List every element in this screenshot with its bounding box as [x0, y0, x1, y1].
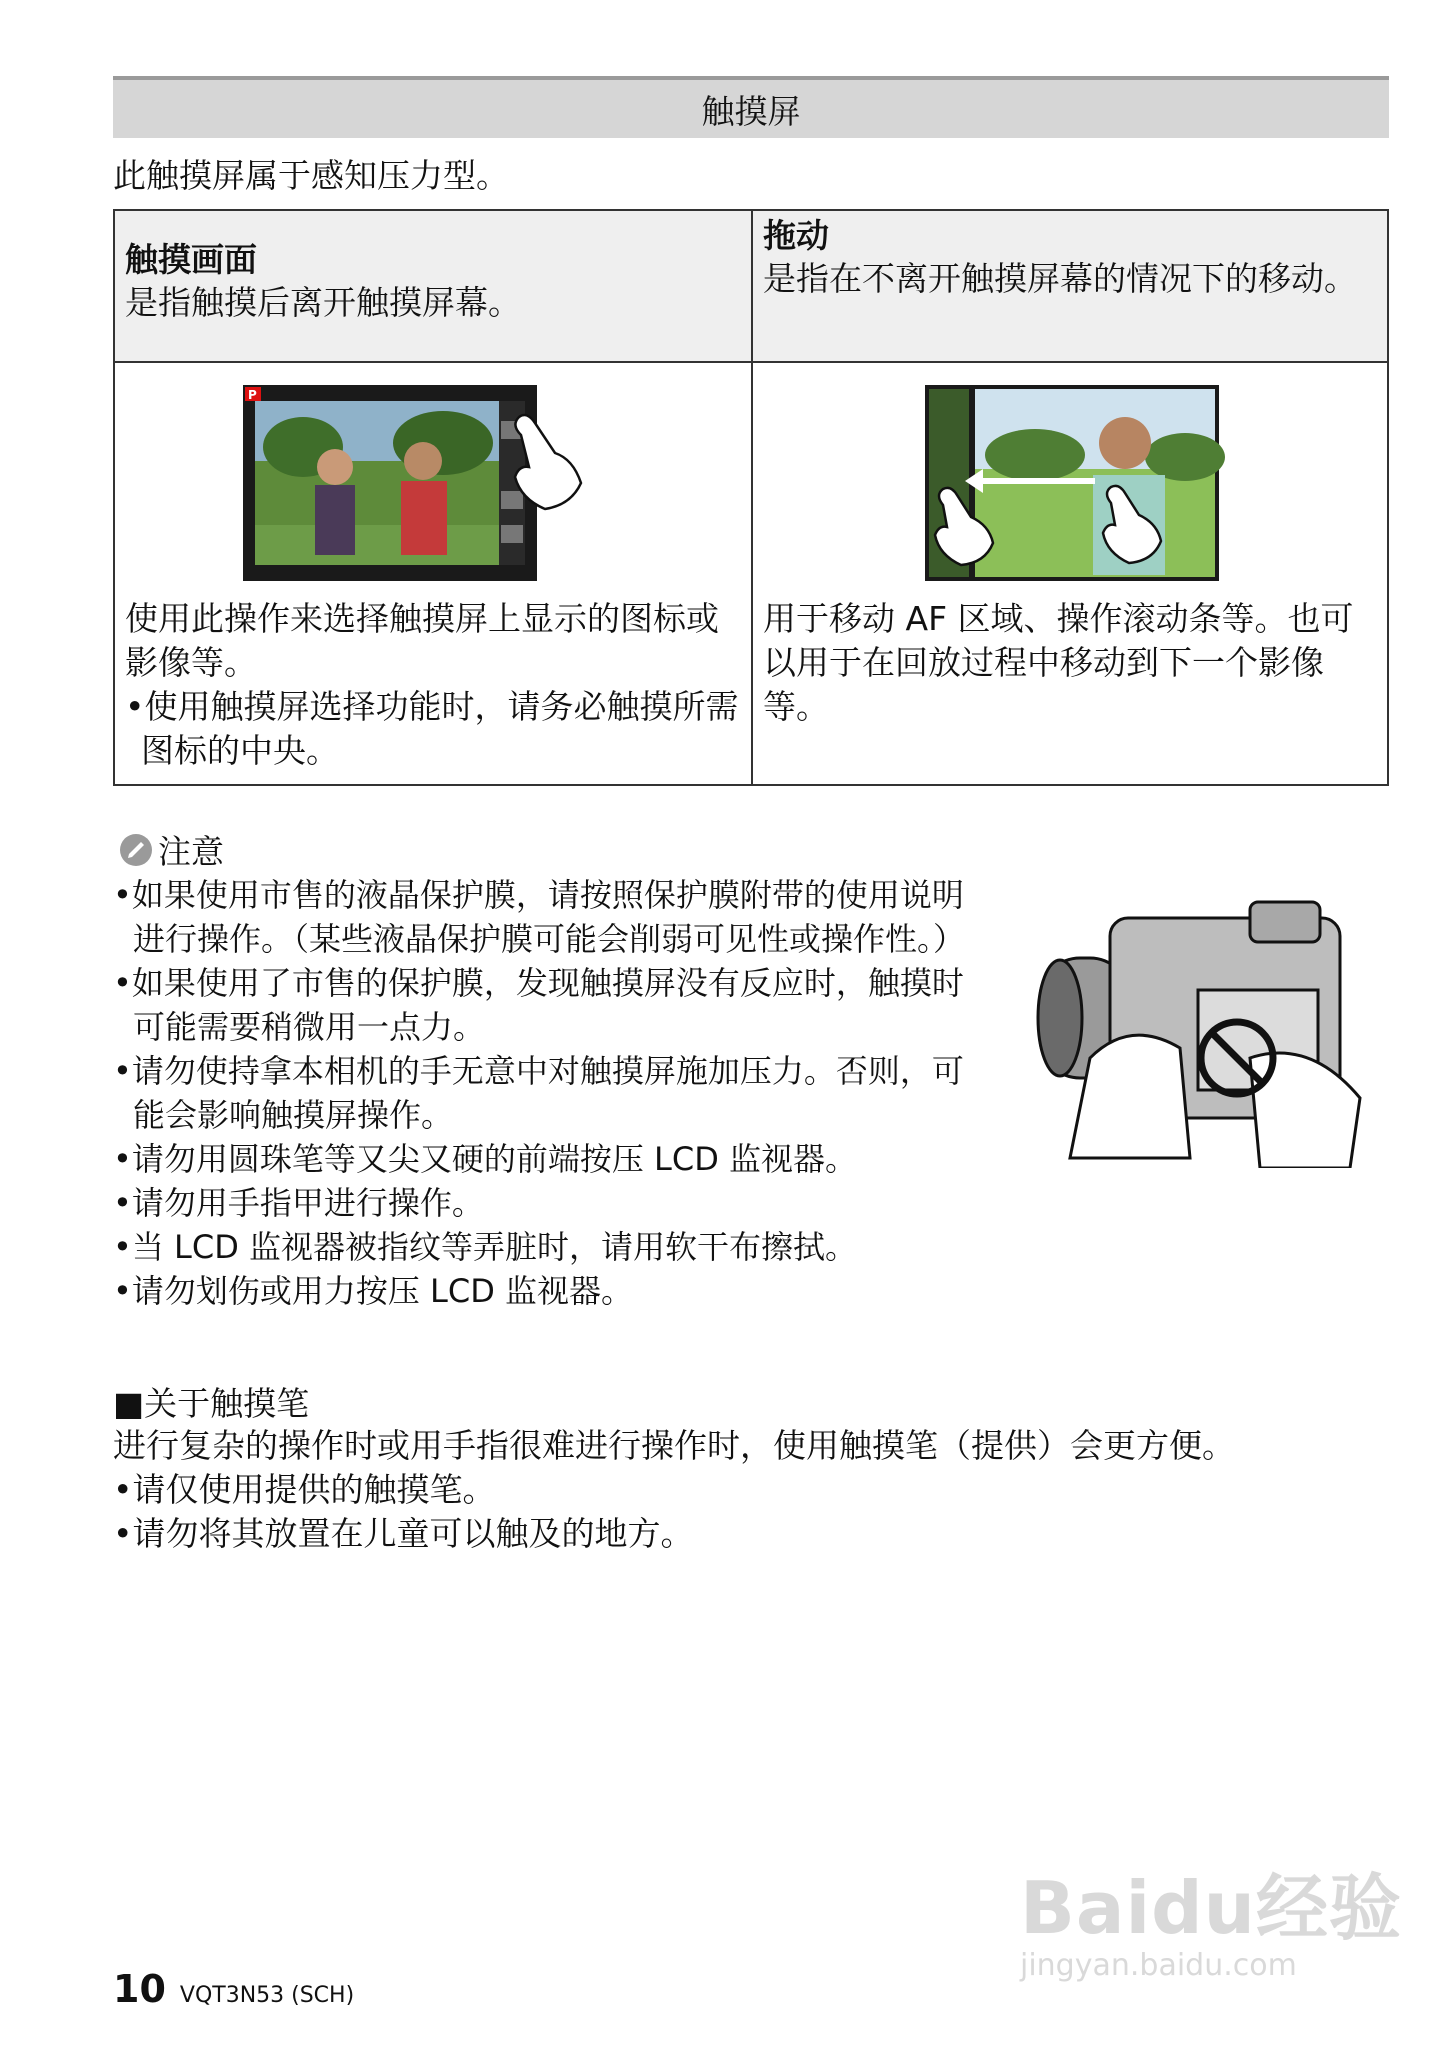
- stylus-heading: ■关于触摸笔: [113, 1384, 310, 1423]
- note-item: •请勿划伤或用力按压 LCD 监视器。: [113, 1272, 634, 1310]
- drag-description: 是指在不离开触摸屏幕的情况下的移动。: [763, 259, 1357, 298]
- touch-operations-table: [113, 209, 1389, 786]
- drag-screen-illustration: [925, 385, 1225, 585]
- section-title: [113, 76, 1389, 138]
- drag-header-cell: [753, 211, 1387, 361]
- camera-grip-warning-illustration: [1030, 898, 1390, 1168]
- tap-body-cell: [115, 363, 751, 784]
- note-item: •请勿用手指甲进行操作。: [113, 1184, 484, 1222]
- stylus-item: •请仅使用提供的触摸笔。: [113, 1470, 496, 1509]
- tap-bullet: •使用触摸屏选择功能时，请务必触摸所需图标的中央。: [125, 687, 739, 770]
- section-title-text: 触摸屏: [701, 91, 801, 131]
- notes-list: [113, 873, 993, 1313]
- mode-indicator: P: [248, 388, 257, 402]
- baidu-watermark: [1020, 1850, 1402, 1983]
- note-item: •请勿用圆珠笔等又尖又硬的前端按压 LCD 监视器。: [113, 1140, 858, 1178]
- page-footer: [113, 1967, 354, 2011]
- drag-body-cell: [753, 363, 1387, 784]
- intro-text: 此触摸屏属于感知压力型。: [113, 156, 509, 195]
- drag-usage: 用于移动 AF 区域、操作滚动条等。也可以用于在回放过程中移动到下一个影像等。: [763, 599, 1354, 726]
- notes-heading: [118, 826, 224, 873]
- stylus-item: •请勿将其放置在儿童可以触及的地方。: [113, 1514, 694, 1553]
- tap-screen-illustration: [243, 385, 613, 591]
- document-code: VQT3N53 (SCH): [179, 1983, 355, 2008]
- note-pencil-icon: [118, 832, 154, 868]
- tap-usage: 使用此操作来选择触摸屏上显示的图标或影像等。: [125, 599, 719, 682]
- notes-heading-text: 注意: [158, 832, 224, 871]
- page-number: 10: [113, 1967, 166, 2011]
- note-item: •请勿使持拿本相机的手无意中对触摸屏施加压力。否则，可能会影响触摸屏操作。: [113, 1052, 964, 1134]
- tap-header-cell: [115, 211, 751, 361]
- note-item: •如果使用市售的液晶保护膜，请按照保护膜附带的使用说明进行操作。（某些液晶保护膜可能会削弱可见性或操作性。）: [113, 876, 966, 958]
- stylus-section: [113, 1424, 1413, 1556]
- stylus-description: 进行复杂的操作时或用手指很难进行操作时，使用触摸笔（提供）会更方便。: [113, 1426, 1235, 1465]
- drag-title: 拖动: [763, 216, 829, 255]
- note-item: •当 LCD 监视器被指纹等弄脏时，请用软干布擦拭。: [113, 1228, 858, 1266]
- note-item: •如果使用了市售的保护膜，发现触摸屏没有反应时，触摸时可能需要稍微用一点力。: [113, 964, 964, 1046]
- tap-description: 是指触摸后离开触摸屏幕。: [125, 283, 521, 322]
- tap-title: 触摸画面: [125, 240, 257, 279]
- watermark-url: jingyan.baidu.com: [1020, 1948, 1297, 1983]
- watermark-logo-text: Baidu经验: [1020, 1866, 1402, 1950]
